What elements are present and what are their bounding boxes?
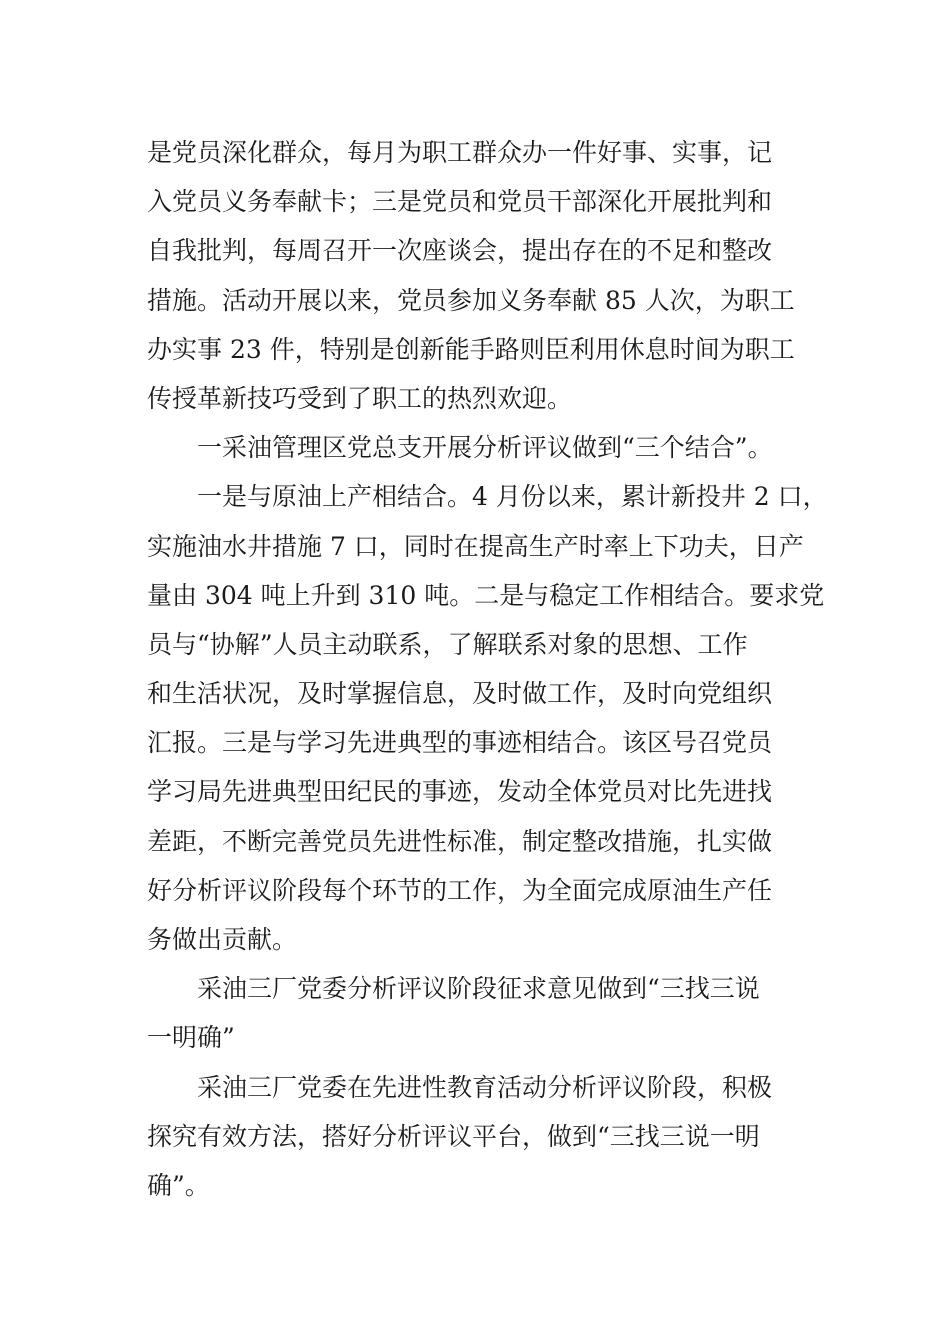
text-line: 实施油水井措施 7 口，同时在提高生产时率上下功夫，日产 [147,531,804,561]
text-line: 和生活状况，及时掌握信息，及时做工作，及时向党组织 [147,679,773,709]
text-line: 差距，不断完善党员先进性标准，制定整改措施，扎实做 [147,826,773,856]
text-line: 量由 304 吨上升到 310 吨。二是与稳定工作相结合。要求党 [147,580,825,610]
text-line: 采油三厂党委分析评议阶段征求意见做到“三找三说 [197,974,760,1004]
text-line: 探究有效方法，搭好分析评议平台，做到“三找三说一明 [147,1121,760,1151]
text-line: 传授革新技巧受到了职工的热烈欢迎。 [147,383,573,413]
text-line: 采油三厂党委在先进性教育活动分析评议阶段，积极 [197,1072,773,1102]
text-line: 一是与原油上产相结合。4 月份以来，累计新投井 2 口， [197,482,828,512]
text-line: 自我批判，每周召开一次座谈会，提出存在的不足和整改 [147,236,773,266]
text-line: 办实事 23 件，特别是创新能手路则臣利用休息时间为职工 [147,334,795,364]
text-line: 入党员义务奉献卡；三是党员和党员干部深化开展批判和 [147,187,773,217]
text-line: 确”。 [147,1170,210,1200]
text-line: 员与“协解”人员主动联系，了解联系对象的思想、工作 [147,629,748,659]
text-line: 学习局先进典型田纪民的事迹，发动全体党员对比先进找 [147,777,773,807]
text-line: 一明确” [147,1023,235,1053]
text-line: 是党员深化群众，每月为职工群众办一件好事、实事，记 [147,138,773,167]
text-line: 务做出贡献。 [147,925,298,954]
text-line: 一采油管理区党总支开展分析评议做到“三个结合”。 [197,433,773,463]
text-line: 汇报。三是与学习先进典型的事迹相结合。该区号召党员 [147,728,773,758]
document-body [147,128,827,1210]
text-line: 好分析评议阶段每个环节的工作，为全面完成原油生产任 [147,875,773,905]
text-line: 措施。活动开展以来，党员参加义务奉献 85 人次，为职工 [147,285,795,315]
